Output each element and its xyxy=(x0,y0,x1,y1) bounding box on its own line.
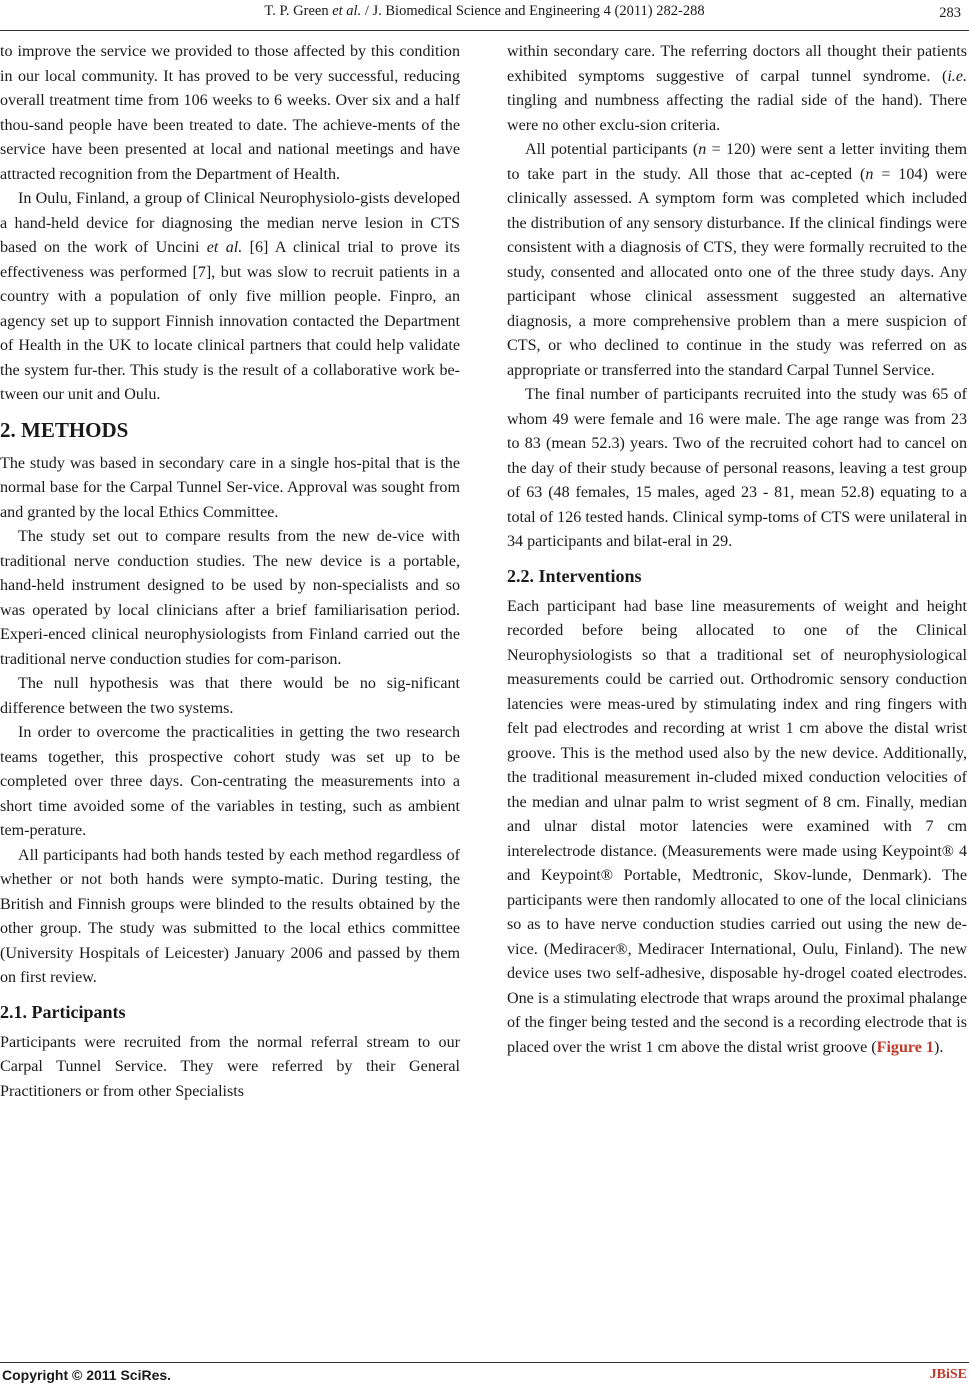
page-footer xyxy=(0,1362,969,1387)
paragraph: to improve the service we provided to those affected by this condition in our local community. It has proved to be very successful, reducing overall treatment time from 106 weeks to 6 weeks. Over six and a half thou-sand people have been treated to date. The achieve-ments of the service have been presented at local and national meetings and have attracted recognition from the Department of Health. xyxy=(0,43,460,183)
subsection-heading-participants: 2.1. Participants xyxy=(0,1001,126,1022)
paragraph: within secondary care. The referring doctors all thought their patients exhibited symptoms suggestive of carpal tunnel syndrome. (i.e. tingling and numbness affecting the radial side of the hand). There were no other exclu-sion criteria. xyxy=(507,43,967,134)
journal-abbreviation: JBiSE xyxy=(929,1367,967,1382)
section-heading-methods: 2. METHODS xyxy=(0,417,129,442)
paragraph: The null hypothesis was that there would be no sig-nificant difference between the two systems. xyxy=(0,675,460,717)
figure-reference-link[interactable]: Figure 1 xyxy=(876,1038,934,1056)
paragraph: The final number of participants recruited into the study was 65 of whom 49 were female and 16 were male. The age range was from 23 to 83 (mean 52.3) years. Two of the recruited cohort had to cancel on the day of their study because of personal reasons, leaving a test group of 63 (48 females, 15 males, aged 23 - 81, mean 52.8) equating to a total of 126 tested hands. Clinical symp-toms of CTS were unilateral in 34 participants and bilat-eral in 29. xyxy=(507,386,967,550)
paragraph: All participants had both hands tested by each method regardless of whether or not both hands were sympto-matic. During testing, the British and Finnish groups were blinded to the results obtained by the other group. The study was submitted to the local ethics committee (University Hospitals of Leicester) January 2006 and passed by them on first review. xyxy=(0,846,460,986)
running-title: T. P. Green et al. / J. Biomedical Science and Engineering 4 (2011) 282-288 xyxy=(264,3,705,19)
paragraph: In order to overcome the practicalities in getting the two research teams together, this prospective cohort study was set up to be completed over three days. Con-centrating the measurements into a short time avoided some of the variables in testing, such as ambient tem-perature. xyxy=(0,724,460,839)
paragraph: The study set out to compare results from the new de-vice with traditional nerve conduction studies. The new device is a portable, hand-held instrument designed to be used by non-specialists and so was operated by local clinicians after a brief familiarisation period. Experi-enced clinical neurophysiologists from Finland carried out the traditional nerve conduction studies for com-parison. xyxy=(0,528,460,668)
page-number: 283 xyxy=(939,5,961,21)
paragraph: The study was based in secondary care in a single hos-pital that is the normal base for the Carpal Tunnel Ser-vice. Approval was sought from and granted by the local Ethics Committee. xyxy=(0,454,460,521)
paragraph: All potential participants (n = 120) were sent a letter inviting them to take part in the study. All those that ac-cepted (n = 104) were clinically assessed. A symptom form was completed which included the distribution of any sensory disturbance. If the clinical findings were consistent with a diagnosis of CTS, they were formally recruited to the study, consented and allocated onto one of the three study days. Any participant whose clinical assessment suggested an alternative diagnosis, a more comprehensive problem than a mere suspicion of CTS, or who declined to continue in the study was referred on as appropriate or transferred into the standard Carpal Tunnel Service. xyxy=(507,141,967,379)
copyright-notice: Copyright © 2011 SciRes. xyxy=(2,1367,172,1383)
paragraph: Each participant had base line measurements of weight and height recorded before being allocated to one of the Clinical Neurophysiologists so that a traditional set of neurophysiological measurements could be carried out. Orthodromic sensory conduction latencies were meas-ured by stimulating index and ring fingers with felt pad electrodes and recording at wrist 1 cm above the distal wrist groove. This is the method used also by the new device. Additionally, the traditional measurement in-cluded mixed conduction velocities of the median and ulnar palm to wrist segment of 8 cm. Finally, median and ulnar distal motor latencies were examined with 7 cm interelectrode distance. (Measurements were made using Keypoint® 4 and Keypoint® Portable, Medtronic, Skov-lunde, Denmark). The participants were then randomly allocated to one of the local clinicians so as to have nerve conduction studies carried out using the new de-vice. (Mediracer®, Mediracer International, Oulu, Finland). The new device uses two self-adhesive, disposable hy-drogel coated electrodes. One is a stimulating electrode that wraps around the proximal phalange of the finger being tested and the second is a recording electrode that is placed over the wrist 1 cm above the distal wrist groove (Figure 1). xyxy=(507,597,967,1056)
subsection-heading-interventions: 2.2. Interventions xyxy=(507,565,642,586)
paragraph: Participants were recruited from the normal referral stream to our Carpal Tunnel Service. They were referred by their General Practitioners or from other Specialists xyxy=(0,1033,460,1100)
left-column xyxy=(0,40,460,1104)
paragraph: In Oulu, Finland, a group of Clinical Neurophysiolo-gists developed a hand-held device for diagnosing the median nerve lesion in CTS based on the work of Uncini et al. [6] A clinical trial to prove its effectiveness was performed [7], but was slow to recruit patients in a country with a population of only five million people. Finpro, an agency set up to support Finnish innovation contacted the Department of Health in the UK to locate clinical partners that could help validate the system fur-ther. This study is the result of a collaborative work be-tween our unit and Oulu. xyxy=(0,190,460,403)
right-column xyxy=(507,40,967,1060)
running-header xyxy=(0,0,969,31)
